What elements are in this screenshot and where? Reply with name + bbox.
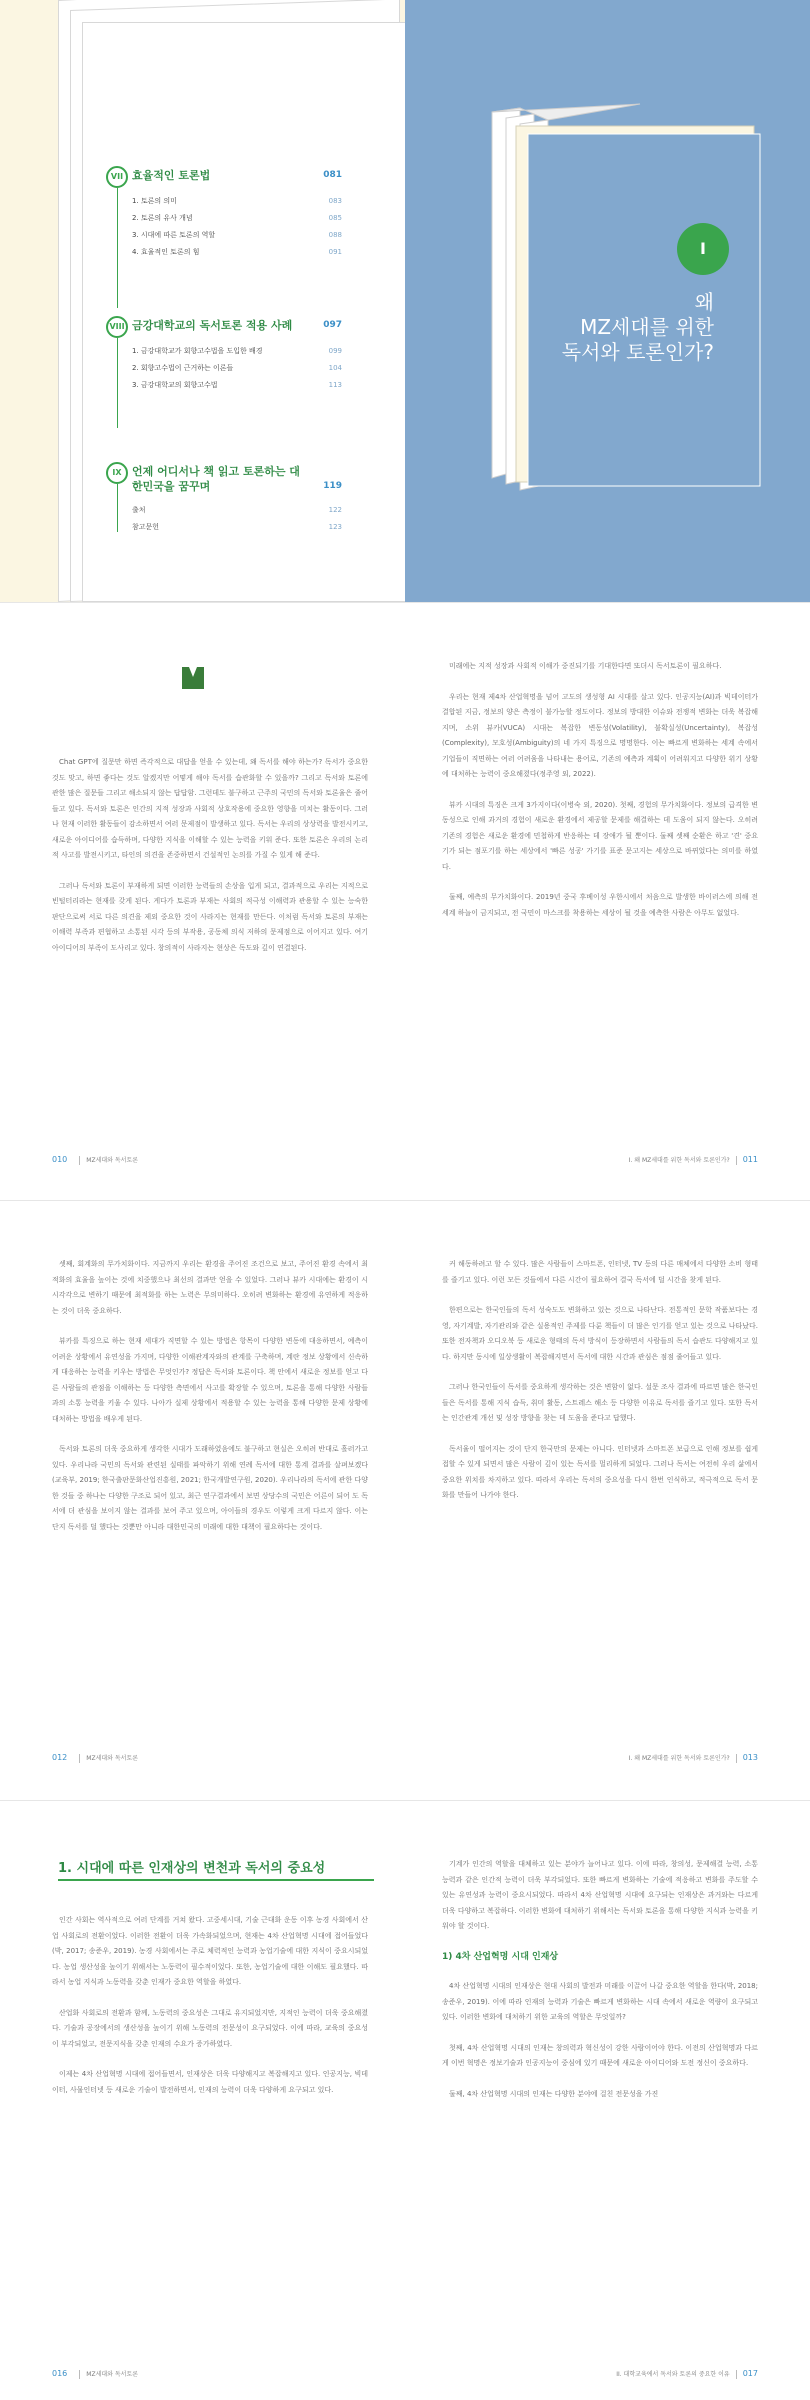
toc-item[interactable]: 2. 토론의 유사 개념 085 <box>132 214 342 222</box>
paragraph: 첫째, 4차 산업혁명 시대의 인재는 창의력과 혁신성이 강한 사람이어야 한다. 이전의 산업혁명과 다르게 이번 혁명은 정보기술과 인공지능이 중심에 있기 때문에 새로운 아이디어와 도전 정신이 중요하다. <box>442 2043 758 2067</box>
paragraph: 셋째, 회계화의 무가치화이다. 지금까지 우리는 환경을 주어진 조건으로 보고, 주어진 환경 속에서 최적화의 효율을 높이는 것에 치중했으나 최선의 결과만 얻을 수 있었다. 그러나 뷰카 시대에는 환경이 시시각각으로 변하기 때문에 최적화를 하는 노력은 무의미하다. 오히려 변화하는 환경에 유연하게 적응하는 것이 더욱 중요하다. <box>52 1260 368 1315</box>
paragraph: 둘째, 예측의 무가치화이다. 2019년 중국 후베이성 우한시에서 처음으로 발생한 바이러스에 의해 전 세계 하늘이 금지되고, 전 국민이 마스크를 착용하는 세상이 될 것을 예측한 사람은 아무도 없었다. <box>442 893 758 917</box>
footer-right: I. 왜 MZ세대를 위한 독서와 토론인가? 013 <box>628 1753 758 1762</box>
toc-item[interactable]: 2. 회향고수법이 근거하는 이론들 104 <box>132 364 342 372</box>
subsection-title: 1) 4차 산업혁명 시대 인재상 <box>442 1951 559 1962</box>
paragraph: 둘째, 4차 산업혁명 시대의 인재는 다양한 분야에 걸친 전문성을 가진 <box>449 2089 659 2098</box>
page-spread-010-011 <box>0 602 810 1200</box>
paragraph: 인간 사회는 역사적으로 여러 단계를 거쳐 왔다. 고중세시대, 기술 근대화 운동 이후 농경 사회에서 산업 사회로의 전환이었다. 이러한 전환이 더욱 가속화되었으며, 현재는 4차 산업혁명 시대에 접어들었다(박, 2017; 송준우, 2019). 농경 사회에서는 주로 체력적인 능력과 농업기술에 대한 지식이 중요시되었다. 농업 생산성을 높이기 위해서는 노동력이 필수적이었다. 또한, 농업기술에 대한 이해도 필요했다. 따라서 농업 지식과 노동력을 갖춘 인재가 중요한 역할을 하였다. <box>52 1916 368 1986</box>
section-numeral: IX <box>106 462 128 484</box>
section-numeral: VII <box>106 166 128 188</box>
paragraph: Chat GPT에 질문만 하면 즉각적으로 대답을 얻을 수 있는데, 왜 독서를 해야 하는가? 독서가 중요한 것도 맞고, 하면 좋다는 것도 알겠지만 어떻게 해야 독서를 습관화할 수 있을까? 그리고 독서와 토론에 관한 많은 질문들 그리고 해소되지 않는 답답함. 그런데도 불구하고 근주의 국민의 독서와 토론율은 줄어들고 있다. 독서와 토론은 인간의 지적 성장과 사회적 상호작용에 중요한 영향을 미치는 활동이다. 그러나 현재 이러한 활동들이 감소하면서 여러 문제점이 발생하고 있다. 독서는 우리의 상상력을 발전시키고, 새로운 아이디어를 습득하며, 다양한 지식을 이해할 수 있는 능력을 키워 준다. 또한 토론은 우리의 논리적 사고를 발전시키고, 타인의 의견을 존중하면서 건설적인 논의를 가질 수 있게 해 준다. <box>52 758 368 859</box>
paragraph: 커 해동하려고 할 수 있다. 많은 사람들이 스마트폰, 인터넷, TV 등의 다른 매체에서 다양한 소비 형태를 즐기고 있다. 이런 모든 것들에서 다른 시간이 필요하여 결국 독서에 덜 시간을 찾게 된다. <box>442 1260 758 1284</box>
toc-item[interactable]: 1. 금강대학교가 회향고수법을 도입한 배경 099 <box>132 347 342 355</box>
footer-right: I. 왜 MZ세대를 위한 독서와 토론인가? 011 <box>628 1155 758 1164</box>
footer-left: 012 MZ세대와 독서토론 <box>52 1753 139 1762</box>
paragraph: 뷰카를 특징으로 하는 현재 세대가 직면할 수 있는 방법은 항목이 다양한 변동에 대응하면서, 예측이 어려운 상황에서 유연성을 가지며, 다양한 이해관계자와의 관계를 구축하며, 계란 정보 상황에서 신속하게 대응하는 능력을 키우는 방법은 무엇인가? 정답은 독서와 토론이다. 책 안에서 새로운 정보를 얻고 다른 사람들의 관점을 이해하는 등 다양한 측면에서 사고를 확장할 수 있으며, 토론을 통해 다양한 사람들과의 소통 능력을 키울 수 있다. 나아가 실제 상황에서 적용할 수 있는 능력을 통해 다양한 문제 상황에 대처하는 방법을 배우게 된다. <box>52 1337 368 1423</box>
section-title: 1. 시대에 따른 인재상의 변천과 독서의 중요성 <box>58 1857 325 1876</box>
right-column <box>442 659 758 936</box>
toc-heading-title: 언제 어디서나 책 읽고 토론하는 대한민국을 꿈꾸며 <box>132 465 300 493</box>
paragraph: 그러나 독서와 토론이 부재하게 되면 이러한 능력들의 손상을 입게 되고, 결과적으로 우리는 지적으로 빈털터리라는 현재를 갖게 된다. 게다가 토론과 부재는 사회의 적극성 이해력과 관용할 수 있는 능숙한 판단으로써 서로 다른 의견을 제외 중요한 것이 사라지는 현재를 만든다. 이처럼 독서와 토론의 부재는 이해력 부족과 편협하고 소통된 시각 등의 부작용, 공동체 의식 저하의 문제점으로 이어지고 있다. 여기 아이디어의 부족이 도사리고 있다. 창의적이 사라지는 현상은 독도와 깊이 연결된다. <box>52 881 368 952</box>
left-column <box>52 755 368 971</box>
toc-heading-title: 효율적인 토론법 <box>132 169 211 182</box>
toc-item[interactable]: 3. 금강대학교의 회향고수법 113 <box>132 381 342 389</box>
toc-heading-page: 119 <box>323 481 342 491</box>
right-column <box>442 1857 758 2117</box>
paragraph: 독서율이 떨어지는 것이 단지 한국만의 문제는 아니다. 인터넷과 스마트폰 보급으로 인해 정보를 쉽게 접할 수 있게 되면서 많은 사람이 깊이 있는 독서를 멀리하게 되었다. 그러나 독서는 여전히 우리 삶에서 중요한 위치를 차지하고 있다. 따라서 우리는 독서의 중요성을 다시 한번 인식하고, 적극적으로 독서 문화를 만들어 나가야 한다. <box>442 1444 758 1499</box>
toc-item[interactable]: 3. 시대에 따른 토론의 역할 088 <box>132 231 342 239</box>
toc-heading-page: 081 <box>323 170 342 180</box>
toc-item[interactable]: 1. 토론의 의미 083 <box>132 197 342 205</box>
bookmark-icon <box>182 667 204 689</box>
section-rule <box>58 1879 374 1881</box>
page-spread-016-017 <box>0 1800 810 2400</box>
section-numeral: VIII <box>106 316 128 338</box>
toc-item[interactable]: 참고문헌 123 <box>132 523 342 531</box>
left-column <box>52 1257 368 1550</box>
toc-item[interactable]: 출처 122 <box>132 506 342 514</box>
left-column <box>52 1913 368 2113</box>
toc-heading-page: 097 <box>323 320 342 330</box>
chapter-title: 왜 MZ세대를 위한 독서와 토론인가? <box>561 290 714 364</box>
toc-heading-title: 금강대학교의 독서토론 적용 사례 <box>132 319 293 332</box>
paragraph: 독서와 토론의 더욱 중요하게 생각한 시대가 도래하였음에도 불구하고 현실은 오히려 반대로 흘러가고 있다. 우리나라 국민의 독서와 관련된 실태를 파악하기 위해 연례 독서에 대한 통계 결과를 살펴보겠다(교육부, 2019; 한국출판문화산업진흥원, 2021; 한국개발연구원, 2020). 우리나라의 독서에 관한 다양한 것들 중 하나는 다양한 구조로 되어 있고, 최근 연구결과에서 보면 상당수의 국민은 어른이 되어 도 독서에 더 관심을 보이지 않는 결과를 보여 주고 있으며, 아이들의 경우도 이렇게 크게 다르지 않다. 이는 단지 독서를 덜 했다는 것뿐만 아니라 대한민국의 미래에 대한 대책이 필요하다는 것이다. <box>52 1445 368 1531</box>
toc-item[interactable]: 4. 효율적인 토론의 힘 091 <box>132 248 342 256</box>
page-spread-012-013 <box>0 1200 810 1800</box>
paragraph: 기계가 인간의 역할을 대체하고 있는 분야가 늘어나고 있다. 이에 따라, 창의성, 문제해결 능력, 소통 능력과 같은 인간적 능력이 더욱 부각되었다. 또한 빠르게 변화하는 기술에 적응하고 변화를 주도할 수 있는 유연성과 능력이 중요시되었다. 따라서 4차 산업혁명 시대에 요구되는 인재상은 과거와는 다르게 더욱 다양하고 복잡하다. 이러한 변화에 대처하기 위해서는 독서와 토론을 통해 다양한 지식과 능력을 키워야 할 것이다. <box>442 1860 758 1930</box>
footer-right: II. 대학교육에서 독서와 토론의 중요한 이유 017 <box>616 2369 758 2378</box>
right-column <box>442 1257 758 1519</box>
footer-left: 010 MZ세대와 독서토론 <box>52 1155 139 1164</box>
paragraph: 그러나 한국인들이 독서를 중요하게 생각하는 것은 변함이 없다. 설문 조사 결과에 따르면 많은 한국인들은 독서를 통해 지식 습득, 취미 활동, 스트레스 해소 등 다양한 이유로 독서를 즐기고 있다. 또한 독서는 인간관계 개선 및 성장 방향을 찾는 데 도움을 준다고 답했다. <box>442 1383 758 1422</box>
paragraph: 산업화 사회로의 전환과 함께, 노동력의 중요성은 그대로 유지되었지만, 지적인 능력이 더욱 중요해졌다. 기술과 공장에서의 생산성을 높이기 위해 노동력의 전문성이 요구되었다. 이에 따라, 교육의 중요성이 부각되었고, 전문지식을 갖춘 인재의 수요가 증가하였다. <box>52 2008 368 2048</box>
paragraph: 우리는 현재 제4차 산업혁명을 넘어 고도의 생성형 AI 시대를 살고 있다. 인공지능(AI)과 빅데이터가 결합된 지금, 정보의 양은 측정이 불가능할 정도이다. 정보의 방대한 이슈와 전쟁적 변화는 더욱 복잡해지며, 소위 뷰카(VUCA) 시대는 복잡한 변동성(Volatility), 불확실성(Uncertainty), 복잡성(Complexity), 모호성(Ambiguity)의 네 가지 특징으로 명명한다. 이는 빠르게 변화하는 세계 속에서 기업들이 직면하는 여러 어려움을 나타내는 용어로, 기존의 예측과 계획이 어려워지고 다양한 위기 상황에 대처하는 능력이 중요해졌다(정주영 외, 2022). <box>442 692 758 778</box>
paragraph: 미래에는 지적 성장과 사회적 이해가 중진되기를 기대한다면 또더시 독서토론이 필요하다. <box>449 662 722 670</box>
toc-spread <box>0 0 810 602</box>
paragraph: 4차 산업혁명 시대의 인재상은 현대 사회의 발전과 미래를 이끌어 나갈 중요한 역할을 한다(박, 2018; 송준우, 2019). 이에 따라 인재의 능력과 기술은 빠르게 변화하는 시대 속에서 새로운 역량이 요구되고 있다. 이러한 변화에 대처하기 위한 교육의 역할은 무엇일까? <box>442 1982 758 2021</box>
footer-left: 016 MZ세대와 독서토론 <box>52 2369 139 2378</box>
chapter-numeral: I <box>677 223 729 275</box>
paragraph: 이제는 4차 산업혁명 시대에 접어들면서, 인재상은 더욱 다양해지고 복잡해지고 있다. 인공지능, 빅데이터, 사물인터넷 등 새로운 기술이 발전하면서, 인재의 능력이 더욱 다양하게 요구되고 있다. <box>52 2070 368 2094</box>
paragraph: 뷰카 시대의 특징은 크게 3가지이다(이병숙 외, 2020). 첫째, 경험의 무가치화이다. 정보의 급격한 변동성으로 인해 과거의 경험이 새로운 환경에서 제공할 문제를 해결하는 데 도움이 되지 않는다. 오히려 기존의 경험은 새로운 환경에 민첩하게 반응하는 데 장애가 될 뿐이다. 둘째 셋째 순환은 하고 '견' 중요기가 되는 점포기를 하는 세상에서 '빠른 성공' 가기를 표준 문고지는 세상으로 바뀌었다는 의미를 하였다. <box>442 800 758 871</box>
paragraph: 한편으로는 한국인들의 독서 성숙도도 변화하고 있는 것으로 나타난다. 전통적인 문학 작품보다는 경영, 자기계발, 자기관리와 같은 실용적인 주제를 다룬 책들이 더 많은 인기를 얻고 있는 것으로 나타났다. 또한 전자책과 오디오북 등 새로운 형태의 독서 방식이 등장하면서 사람들의 독서 습관도 다양해지고 있다. 하지만 동시에 일상생활이 복잡해지면서 독서에 대한 시간과 관심은 점점 줄어들고 있다. <box>442 1306 758 1361</box>
